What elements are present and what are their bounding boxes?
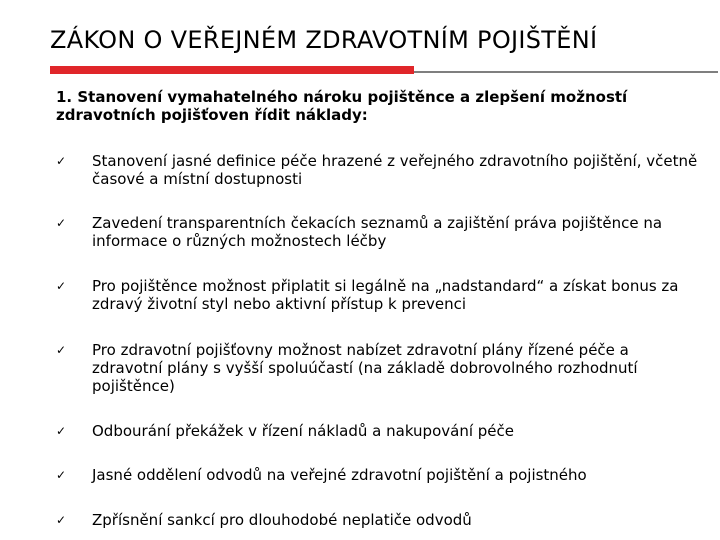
section-heading: 1. Stanovení vymahatelného nároku pojištěnce a zlepšení možností zdravotních pojišťoven řídit náklady: <box>56 88 628 124</box>
list-item-text: Jasné oddělení odvodů na veřejné zdravotní pojištění a pojistného <box>92 466 587 484</box>
checkmark-icon: ✓ <box>56 424 67 438</box>
checkmark-icon: ✓ <box>56 154 67 168</box>
checkmark-icon: ✓ <box>56 279 67 293</box>
list-item-text: Zavedení transparentních čekacích seznamů a zajištění práva pojištěnce na informace o různých možnostech léčby <box>92 214 663 250</box>
list-item-text: Pro zdravotní pojišťovny možnost nabízet zdravotní plány řízené péče a zdravotní plány s vyšší spoluúčastí (na základě dobrovolného rozhodnutí pojištěnce) <box>92 341 638 395</box>
checkmark-icon: ✓ <box>56 513 67 527</box>
checkmark-icon: ✓ <box>56 216 67 230</box>
list-item-text: Stanovení jasné definice péče hrazené z veřejného zdravotního pojištění, včetně časové a místní dostupnosti <box>92 152 698 188</box>
list-item-text: Zpřísnění sankcí pro dlouhodobé neplatiče odvodů <box>92 511 472 529</box>
slide-title: ZÁKON O VEŘEJNÉM ZDRAVOTNÍM POJIŠTĚNÍ <box>50 26 598 54</box>
list-item-text: Pro pojištěnce možnost připlatit si legálně na „nadstandard“ a získat bonus za zdravý životní styl nebo aktivní přístup k prevenci <box>92 277 679 313</box>
checkmark-icon: ✓ <box>56 468 67 482</box>
title-accent-bar <box>50 66 414 74</box>
list-item-text: Odbourání překážek v řízení nákladů a nakupování péče <box>92 422 514 440</box>
checkmark-icon: ✓ <box>56 343 67 357</box>
